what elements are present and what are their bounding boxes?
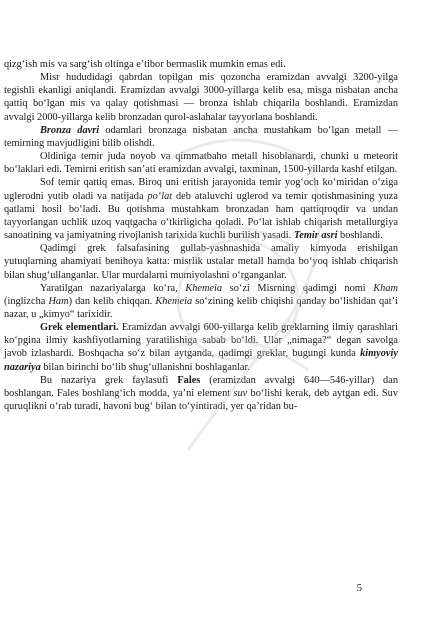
emphasis-text: Temir asri bbox=[293, 230, 338, 242]
emphasis-text: suv bbox=[233, 387, 248, 399]
emphasis-text: Kham bbox=[373, 282, 398, 294]
paragraph bbox=[4, 242, 398, 281]
text-run: Yaratilgan nazariyalarga ko‘ra, bbox=[40, 282, 186, 294]
emphasis-text: Ham bbox=[48, 295, 69, 307]
text-run: Sof temir qattiq emas. Biroq uni eritish jarayonida temir yog‘och ko‘miridan o‘ziga uglerodni yutib oladi va natijada bbox=[4, 177, 398, 202]
page-number: 5 bbox=[356, 583, 362, 594]
text-run: ) dan kelib chiqqan. bbox=[68, 295, 156, 307]
text-run: bilan birinchi bo‘lib shug‘ullanishni boshlaganlar. bbox=[40, 361, 250, 373]
text-run: boshlandi. bbox=[337, 230, 383, 242]
paragraph bbox=[4, 321, 398, 374]
text-run: Bu nazariya grek faylasufi bbox=[40, 374, 178, 386]
text-run: Qadimgi grek falsafasining gullab-yashnashida amaliy kimyoda erishilgan yutuqlarning ahamiyati benihoya katta: misrlik ustalar metall hamda bo‘yoq ishlab chiqarish bilan shug‘ullanganlar. Ular murdalarni mumiyolashni o‘rganganlar. bbox=[4, 243, 398, 281]
text-run: Oldiniga temir juda noyob va qimmatbaho metall hisoblanardi, chunki u meteorit bo‘laklari edi. Temirni eritish san’ati eramizdan avvalgi, taxminan, 1500-yillarda kashf etilgan. bbox=[4, 151, 398, 176]
text-run: so‘zi Misrning qadimgi nomi bbox=[222, 282, 374, 294]
text-run: so‘zining kelib chiqishi qanday bo‘lishidan qat’i nazar, u „kimyo“ tarixidir. bbox=[4, 295, 398, 320]
paragraph bbox=[4, 176, 398, 242]
text-run: Misr hududidagi qabrdan topilgan mis qozoncha eramizdan avvalgi 3200-yilga tegishli ekanligi aniqlandi. Eramizdan avvalgi 3000-yillarga kelib esa, misga nisbatan ancha qattiq bo‘lgan mis va qalay qotishmasi — bronza ishlab chiqarila boshlandi. Eramizdan avvalgi 2000-yillarga kelib bronzadan qurol-aslahalar tayyorlana boshlandi. bbox=[4, 72, 398, 123]
text-run: Eramizdan avvalgi 600-yillarga kelib greklarning ilmiy qarashlari ko‘pgina ilmiy kashfiyotlarning yaratilishiga sabab bo‘ldi. Ular „nimaga?“ degan savolga javob izlashardi. Boshqacha so‘z bilan aytganda, qadimgi greklar, bugungi kunda bbox=[4, 322, 398, 360]
paragraph bbox=[4, 124, 398, 150]
emphasis-text: po‘lat bbox=[147, 190, 173, 202]
text-run: odamlari bronzaga nisbatan ancha mustahkam bo‘lgan metall — temirning mavjudligini bilib olishdi. bbox=[4, 124, 398, 149]
emphasis-text: kimyoviy nazariya bbox=[4, 348, 398, 373]
emphasis-text: Khemeia bbox=[185, 282, 223, 294]
emphasis-text: Grek elementlari. bbox=[40, 322, 119, 334]
emphasis-text: Bronza davri bbox=[40, 124, 100, 136]
text-run: bo‘lishi kerak, deb aytgan edi. Suv quruqlikni o‘rab turadi, havoni bug‘ bilan to‘yintiradi, yer qa’ridan bu- bbox=[4, 387, 398, 413]
emphasis-text: Fales bbox=[177, 374, 201, 386]
text-run: deb ataluvchi uglerod va temir qotishmasining yuza qatlami hosil bo‘ladi. Bu qotishma mustahkam bronzadan ham qattiqroqdir va undan tayyorlangan uchlik uzoq vaqtgacha o‘tkirligicha qoladi. Po‘lat ishlab chiqarish metallurgiya sanoatining va jamiyatning rivojlanish tarixida kuchli burilish yasadi. bbox=[4, 190, 398, 242]
text-run: qizg‘ish mis va sarg‘ish oltinga e’tibor bermaslik mumkin emas edi. bbox=[4, 59, 286, 70]
paragraph bbox=[4, 150, 398, 176]
paragraph bbox=[4, 58, 398, 71]
text-run: (eramizdan avvalgi 640—546-yillar) dan boshlangan. Fales boshlang‘ich modda, ya’ni element bbox=[4, 374, 398, 399]
paragraph bbox=[4, 374, 398, 413]
paragraph bbox=[4, 71, 398, 124]
text-run: (inglizcha bbox=[4, 295, 49, 307]
paragraph bbox=[4, 282, 398, 321]
emphasis-text: Khemeia bbox=[155, 295, 193, 307]
body-text bbox=[4, 58, 398, 413]
